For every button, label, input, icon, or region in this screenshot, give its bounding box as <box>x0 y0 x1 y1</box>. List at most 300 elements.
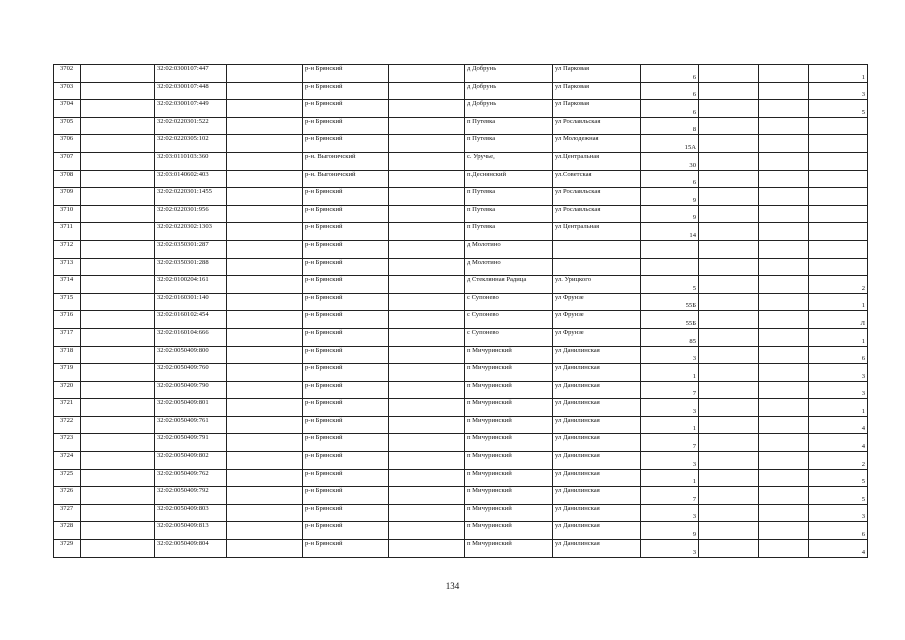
table-cell <box>389 328 465 346</box>
table-row <box>54 188 868 206</box>
table-cell: п Мичуринский <box>465 522 553 540</box>
table-cell: ул Фрунзе <box>553 311 641 329</box>
table-cell <box>227 452 303 470</box>
table-cell: 30 <box>641 152 699 170</box>
table-cell <box>809 258 868 276</box>
table-cell: п.Деснянский <box>465 170 553 188</box>
table-cell <box>227 223 303 241</box>
table-cell: 32:03:0110103:360 <box>155 152 227 170</box>
table-cell: ул Парковая <box>553 65 641 83</box>
table-cell <box>759 522 809 540</box>
table-row <box>54 258 868 276</box>
table-cell: р-н Брянский <box>303 188 389 206</box>
table-cell <box>81 170 155 188</box>
table-cell: 32:03:0140602:403 <box>155 170 227 188</box>
table-cell <box>81 100 155 118</box>
table-cell <box>759 240 809 258</box>
table-cell: 32:02:0050409:801 <box>155 399 227 417</box>
table-cell <box>389 522 465 540</box>
table-cell <box>389 188 465 206</box>
table-row <box>54 223 868 241</box>
table-cell: 32:02:0160102:454 <box>155 311 227 329</box>
table-cell: р-н. Выгоничский <box>303 152 389 170</box>
table-cell: 3705 <box>54 117 81 135</box>
table-cell <box>759 452 809 470</box>
table-cell: р-н Брянский <box>303 205 389 223</box>
table-cell: ул Данилинская <box>553 364 641 382</box>
table-row <box>54 100 868 118</box>
table-cell: п Мичуринский <box>465 416 553 434</box>
table-cell <box>699 170 759 188</box>
table-cell: 7 <box>641 487 699 505</box>
table-cell <box>809 152 868 170</box>
table-cell: 3723 <box>54 434 81 452</box>
table-cell <box>389 205 465 223</box>
table-cell: с Супонево <box>465 293 553 311</box>
table-cell <box>699 469 759 487</box>
table-cell: 55Б <box>641 293 699 311</box>
table-cell <box>699 504 759 522</box>
table-cell: 32:02:0050409:804 <box>155 540 227 558</box>
table-cell <box>227 152 303 170</box>
table-cell <box>759 504 809 522</box>
table-cell <box>699 205 759 223</box>
table-row <box>54 364 868 382</box>
table-cell <box>759 205 809 223</box>
table-cell: р-н Брянский <box>303 399 389 417</box>
table-cell: 3703 <box>54 82 81 100</box>
table-cell <box>227 311 303 329</box>
table-cell: п Путевка <box>465 188 553 206</box>
table-cell <box>389 381 465 399</box>
table-cell: 9 <box>641 188 699 206</box>
table-cell: 8 <box>641 117 699 135</box>
table-cell: 32:02:0050409:761 <box>155 416 227 434</box>
table-cell <box>759 487 809 505</box>
table-cell: 32:02:0160301:140 <box>155 293 227 311</box>
table-cell <box>699 346 759 364</box>
table-row <box>54 117 868 135</box>
table-cell: р-н Брянский <box>303 311 389 329</box>
table-cell <box>759 399 809 417</box>
table-cell <box>81 399 155 417</box>
table-cell <box>227 434 303 452</box>
table-cell: р-н Брянский <box>303 487 389 505</box>
table-cell: 3719 <box>54 364 81 382</box>
table-cell: 7 <box>641 434 699 452</box>
table-cell: ул Парковая <box>553 82 641 100</box>
table-cell: 32:02:0050409:813 <box>155 522 227 540</box>
table-cell: 3722 <box>54 416 81 434</box>
table-cell: ул Центральная <box>553 223 641 241</box>
table-row <box>54 205 868 223</box>
table-cell: р-н. Выгоничский <box>303 170 389 188</box>
table-cell <box>389 65 465 83</box>
table-cell <box>699 540 759 558</box>
table-cell: 3 <box>641 399 699 417</box>
table-cell: 32:02:0050409:800 <box>155 346 227 364</box>
table-cell: 3713 <box>54 258 81 276</box>
table-row <box>54 487 868 505</box>
table-row <box>54 152 868 170</box>
table-cell: 4 <box>809 540 868 558</box>
table-cell <box>227 522 303 540</box>
table-cell: р-н Брянский <box>303 328 389 346</box>
page-number: 134 <box>445 581 460 591</box>
table-cell <box>389 276 465 294</box>
table-row <box>54 311 868 329</box>
table-cell <box>81 117 155 135</box>
table-cell: 3711 <box>54 223 81 241</box>
table-cell <box>389 540 465 558</box>
table-cell: д Молотино <box>465 240 553 258</box>
table-cell <box>81 65 155 83</box>
table-cell <box>389 240 465 258</box>
table-cell <box>81 188 155 206</box>
table-cell <box>389 293 465 311</box>
table-cell <box>759 381 809 399</box>
table-cell: 3715 <box>54 293 81 311</box>
table-cell <box>389 469 465 487</box>
table-cell: 32:02:0050409:760 <box>155 364 227 382</box>
table-cell: р-н Брянский <box>303 452 389 470</box>
table-cell: ул.Центральная <box>553 152 641 170</box>
table-cell <box>759 188 809 206</box>
table-cell: 1 <box>641 469 699 487</box>
table-cell <box>389 364 465 382</box>
table-cell: р-н Брянский <box>303 434 389 452</box>
table-cell <box>389 399 465 417</box>
table-cell: р-н Брянский <box>303 469 389 487</box>
table-cell: 3724 <box>54 452 81 470</box>
table-cell <box>759 293 809 311</box>
table-cell: ул Данилинская <box>553 469 641 487</box>
table-cell <box>227 346 303 364</box>
table-cell <box>809 240 868 258</box>
table-cell <box>389 258 465 276</box>
table-cell: 3 <box>809 364 868 382</box>
table-cell <box>699 364 759 382</box>
table-cell: 9 <box>641 522 699 540</box>
table-cell: п Мичуринский <box>465 346 553 364</box>
table-cell: ул Данилинская <box>553 346 641 364</box>
table-cell: 3702 <box>54 65 81 83</box>
table-cell: 3716 <box>54 311 81 329</box>
table-row <box>54 240 868 258</box>
table-cell: п Мичуринский <box>465 452 553 470</box>
table-cell: 32:02:0300107:449 <box>155 100 227 118</box>
table-cell: р-н Брянский <box>303 117 389 135</box>
table-cell: п Мичуринский <box>465 540 553 558</box>
table-cell: 3729 <box>54 540 81 558</box>
table-cell <box>389 487 465 505</box>
table-cell <box>227 399 303 417</box>
table-cell: п Мичуринский <box>465 364 553 382</box>
table-cell: ул Данилинская <box>553 399 641 417</box>
table-cell: ул Фрунзе <box>553 328 641 346</box>
table-cell <box>699 100 759 118</box>
table-cell: ул. Урицкого <box>553 276 641 294</box>
table-cell <box>759 469 809 487</box>
table-cell: р-н Брянский <box>303 522 389 540</box>
table-cell: 7 <box>641 381 699 399</box>
table-cell: 32:02:0300107:448 <box>155 82 227 100</box>
table-cell <box>227 65 303 83</box>
table-cell: 32:02:0050409:803 <box>155 504 227 522</box>
table-cell <box>227 258 303 276</box>
table-cell <box>81 381 155 399</box>
table-cell: 55Б <box>641 311 699 329</box>
table-cell: 3726 <box>54 487 81 505</box>
table-cell <box>227 82 303 100</box>
table-cell: р-н Брянский <box>303 100 389 118</box>
table-cell <box>389 117 465 135</box>
table-cell: 32:02:0050409:790 <box>155 381 227 399</box>
table-cell <box>81 416 155 434</box>
table-cell <box>389 170 465 188</box>
table-cell <box>81 522 155 540</box>
table-cell <box>759 416 809 434</box>
table-cell <box>699 399 759 417</box>
table-cell: п Путевка <box>465 223 553 241</box>
table-row <box>54 469 868 487</box>
table-cell: р-н Брянский <box>303 223 389 241</box>
table-cell <box>641 240 699 258</box>
table-cell: 5 <box>809 469 868 487</box>
table-cell <box>81 487 155 505</box>
table-cell: 85 <box>641 328 699 346</box>
table-row <box>54 276 868 294</box>
table-cell: 6 <box>809 522 868 540</box>
table-cell <box>699 487 759 505</box>
table-cell: с Супонево <box>465 311 553 329</box>
table-cell: р-н Брянский <box>303 276 389 294</box>
table-row <box>54 381 868 399</box>
table-cell: 3708 <box>54 170 81 188</box>
table-cell: ул Рославльская <box>553 117 641 135</box>
table-cell: 14 <box>641 223 699 241</box>
table-cell: 6 <box>809 346 868 364</box>
table-cell: ул Данилинская <box>553 504 641 522</box>
table-cell <box>699 258 759 276</box>
table-cell <box>81 328 155 346</box>
table-cell <box>389 223 465 241</box>
table-cell <box>641 258 699 276</box>
table-cell <box>389 416 465 434</box>
table-cell: 3 <box>809 82 868 100</box>
table-row <box>54 293 868 311</box>
table-cell: 32:02:0220301:956 <box>155 205 227 223</box>
table-cell: п Мичуринский <box>465 469 553 487</box>
table-cell: 3709 <box>54 188 81 206</box>
table-cell: 3710 <box>54 205 81 223</box>
table-cell: 32:02:0350301:288 <box>155 258 227 276</box>
table-cell <box>699 381 759 399</box>
table-cell <box>553 240 641 258</box>
table-cell: п Мичуринский <box>465 504 553 522</box>
table-cell: ул Парковая <box>553 100 641 118</box>
table-cell: р-н Брянский <box>303 416 389 434</box>
table-cell: 4 <box>809 434 868 452</box>
table-cell: ул Данилинская <box>553 381 641 399</box>
table-cell <box>389 346 465 364</box>
table-row <box>54 170 868 188</box>
table-cell: п Мичуринский <box>465 399 553 417</box>
table-cell: ул Данилинская <box>553 540 641 558</box>
table-cell: 3 <box>641 540 699 558</box>
table-cell: 32:02:0050409:802 <box>155 452 227 470</box>
table-cell: п Мичуринский <box>465 381 553 399</box>
data-table <box>53 64 868 558</box>
table-cell: 32:02:0220301:522 <box>155 117 227 135</box>
table-cell <box>81 434 155 452</box>
table-cell <box>759 152 809 170</box>
table-cell: д Добрунь <box>465 82 553 100</box>
table-cell <box>699 135 759 153</box>
table-cell <box>81 152 155 170</box>
table-cell: ул Данилинская <box>553 522 641 540</box>
table-cell <box>227 381 303 399</box>
table-cell <box>227 100 303 118</box>
table-cell: 2 <box>809 452 868 470</box>
table-cell: ул Данилинская <box>553 434 641 452</box>
table-cell <box>699 416 759 434</box>
table-cell: д Добрунь <box>465 100 553 118</box>
table-cell <box>389 311 465 329</box>
table-cell <box>389 135 465 153</box>
table-cell <box>699 65 759 83</box>
table-cell <box>389 100 465 118</box>
table-cell <box>227 364 303 382</box>
table-cell <box>759 258 809 276</box>
table-cell: р-н Брянский <box>303 240 389 258</box>
table-cell: 9 <box>641 205 699 223</box>
table-cell: ул Данилинская <box>553 452 641 470</box>
table-row <box>54 416 868 434</box>
table-cell <box>759 311 809 329</box>
table-cell <box>389 504 465 522</box>
table-cell <box>227 240 303 258</box>
table-cell <box>759 276 809 294</box>
table-cell: 3712 <box>54 240 81 258</box>
table-cell <box>759 135 809 153</box>
table-cell <box>759 100 809 118</box>
table-row <box>54 522 868 540</box>
table-cell <box>699 223 759 241</box>
table-cell: 15А <box>641 135 699 153</box>
table-cell: 6 <box>641 82 699 100</box>
table-cell: 1 <box>809 65 868 83</box>
table-row <box>54 65 868 83</box>
table-cell: 1 <box>809 328 868 346</box>
table-cell: 3 <box>641 504 699 522</box>
table-cell: 1 <box>641 416 699 434</box>
table-cell: с. Уручье, <box>465 152 553 170</box>
table-cell <box>227 293 303 311</box>
table-cell: р-н Брянский <box>303 364 389 382</box>
table-cell: ул Молодежная <box>553 135 641 153</box>
table-cell <box>227 416 303 434</box>
table-cell <box>81 364 155 382</box>
table-cell <box>227 205 303 223</box>
table-cell: 3720 <box>54 381 81 399</box>
table-row <box>54 82 868 100</box>
table-cell: 32:02:0160104:666 <box>155 328 227 346</box>
table-cell <box>759 346 809 364</box>
table-row <box>54 135 868 153</box>
table-cell <box>699 311 759 329</box>
table-body <box>54 65 868 558</box>
table-cell: Л <box>809 311 868 329</box>
table-cell <box>81 276 155 294</box>
table-cell: 32:02:0220302:1303 <box>155 223 227 241</box>
table-cell <box>699 276 759 294</box>
table-cell <box>81 540 155 558</box>
table-cell: ул Данилинская <box>553 416 641 434</box>
table-cell: ул.Советская <box>553 170 641 188</box>
table-row <box>54 434 868 452</box>
table-cell <box>389 452 465 470</box>
table-cell: 3718 <box>54 346 81 364</box>
table-cell: р-н Брянский <box>303 135 389 153</box>
table-cell <box>227 276 303 294</box>
table-cell <box>759 540 809 558</box>
table-cell: 3707 <box>54 152 81 170</box>
table-cell: ул Рославльская <box>553 188 641 206</box>
table-cell <box>699 328 759 346</box>
table-cell <box>227 170 303 188</box>
table-cell <box>699 434 759 452</box>
table-cell: 3721 <box>54 399 81 417</box>
table-cell: д Молотино <box>465 258 553 276</box>
table-cell: 2 <box>809 276 868 294</box>
table-cell: 1 <box>809 293 868 311</box>
table-cell: 5 <box>641 276 699 294</box>
table-cell <box>759 223 809 241</box>
table-cell: 3706 <box>54 135 81 153</box>
table-row <box>54 540 868 558</box>
table-row <box>54 328 868 346</box>
table-cell <box>227 540 303 558</box>
table-cell <box>759 328 809 346</box>
table-cell: д Добрунь <box>465 65 553 83</box>
table-cell: п Мичуринский <box>465 487 553 505</box>
table-cell: ул Рославльская <box>553 205 641 223</box>
table-cell: 3725 <box>54 469 81 487</box>
table-cell: р-н Брянский <box>303 293 389 311</box>
table-cell: 6 <box>641 100 699 118</box>
table-cell: 32:02:0300107:447 <box>155 65 227 83</box>
table-cell: 3728 <box>54 522 81 540</box>
table-cell: р-н Брянский <box>303 65 389 83</box>
table-cell <box>759 170 809 188</box>
table-cell <box>81 205 155 223</box>
table-cell: 3 <box>809 504 868 522</box>
table-cell <box>81 469 155 487</box>
table-cell: 3717 <box>54 328 81 346</box>
table-cell: 1 <box>809 399 868 417</box>
table-cell: 3714 <box>54 276 81 294</box>
table-cell <box>227 117 303 135</box>
table-cell <box>81 223 155 241</box>
table-cell <box>81 82 155 100</box>
table-cell: 6 <box>641 170 699 188</box>
table-cell: с Супонево <box>465 328 553 346</box>
table-cell: 4 <box>809 416 868 434</box>
table-cell <box>389 434 465 452</box>
table-cell: 3 <box>641 346 699 364</box>
table-cell <box>809 188 868 206</box>
